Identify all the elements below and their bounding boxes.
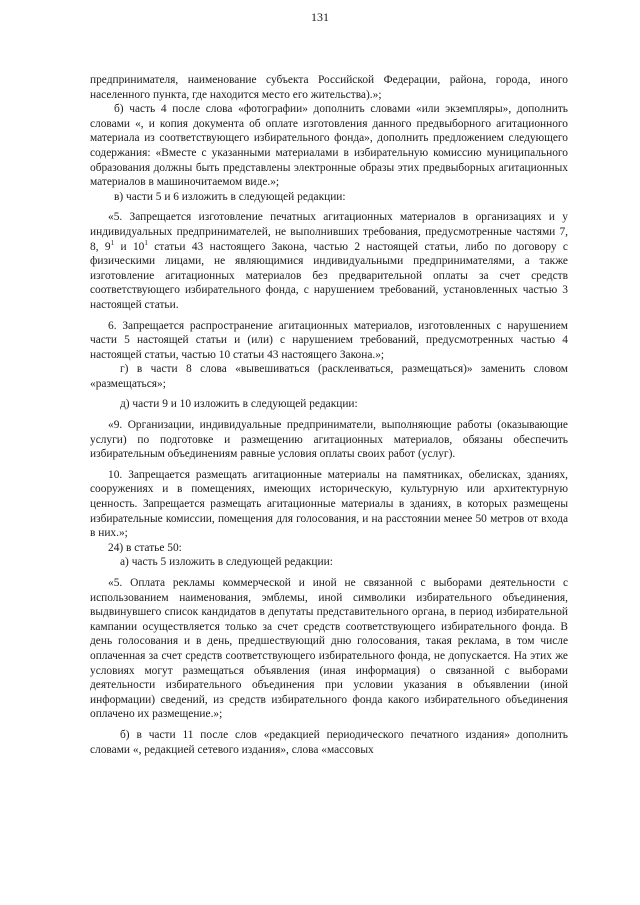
paragraph-part10: 10. Запрещается размещать агитационные материалы на памятниках, обелисках, зданиях, сооружениях и в помещениях, имеющих историческую, культурную или архитектурную ценность. Запрещается размещать агитационные материалы в зданиях, в которых размещены избирательные комиссии, помещения для голосования, и на расстоянии менее 50 метров от входа в них.»;: [90, 468, 568, 540]
paragraph-article50-part5: «5. Оплата рекламы коммерческой и иной не связанной с выборами деятельности с использованием наименования, эмблемы, иной символики избирательного объединения, выдвинувшего список кандидатов в депутаты представительного органа, в период избирательной кампании осуществляется только за счет средств соответствующего избирательного фонда. В день голосования и в день, предшествующий дню голосования, такая реклама, в том числе оплаченная за счет средств соответствующего избирательного фонда, не допускается. На этих же условиях могут размещаться объявления (иная информация) о связанной с выборами деятельности избирательного объединения при условии указания в объявлении (иной информации) сведений, из средств избирательного фонда какого избирательного объединения оплачено их размещение.»;: [90, 577, 568, 721]
paragraph-item-a-part5: а) часть 5 изложить в следующей редакции:: [120, 556, 333, 569]
document-body: [90, 73, 568, 757]
paragraph-item-v-parts5-6: в) части 5 и 6 изложить в следующей редакции:: [114, 190, 346, 203]
paragraph-item-d-parts9-10: д) части 9 и 10 изложить в следующей редакции:: [120, 398, 358, 411]
part5-superscript-1: 1: [110, 238, 115, 247]
paragraph-part9: «9. Организации, индивидуальные предприниматели, выполняющие работы (оказывающие услуги) по подготовке и размещению агитационных материалов, обязаны обеспечить избирательным объединениям равные условия оплаты своих работ (услуг).: [90, 419, 568, 461]
page-number: 131: [311, 10, 329, 24]
paragraph-item-b-part11: б) в части 11 после слов «редакцией периодического печатного издания» дополнить словами «, редакцией сетевого издания», слова «массовых: [90, 728, 568, 756]
paragraph-part6: 6. Запрещается распространение агитационных материалов, изготовленных с нарушением части 5 настоящей статьи и (или) с нарушением требований, предусмотренных частью 4 настоящей статьи, частью 10 статьи 43 настоящего Закона.»;: [90, 319, 568, 361]
paragraph-continuation: предпринимателя, наименование субъекта Российской Федерации, района, города, иного населенного пункта, где находится место его жительства).»;: [90, 74, 568, 101]
paragraph-part5: [90, 210, 568, 312]
paragraph-item-24: 24) в статье 50:: [108, 541, 182, 554]
part5-text-c: статьи 43 настоящего Закона, частью 2 настоящей статьи, либо по договору с физическими лицами, не являющимися индивидуальными предпринимателями, а также изготовление агитационных материалов без предварительной оплаты за счет средств соответствующего избирательного фонда, с нарушением требований, установленных частью 3 настоящей статьи.: [90, 240, 568, 311]
part5-text-b: и 10: [114, 240, 145, 253]
part5-text-a: «5. Запрещается изготовление печатных агитационных материалов в организациях и у индивидуальных предпринимателей, не выполнивших требования, предусмотренные частями 7, 8, 9: [90, 211, 568, 253]
paragraph-item-b-part4: б) часть 4 после слова «фотографии» дополнить словами «или экземпляры», дополнить словами «, и копия документа об оплате изготовления данного предвыборного агитационного материала из соответствующего избирательного фонда», дополнить предложением следующего содержания: «Вместе с указанными материалами в избирательную комиссию муниципального образования должны быть представлены электронные образы этих предвыборных агитационных материалов в машиночитаемом виде.»;: [90, 103, 568, 189]
part5-superscript-2: 1: [144, 238, 148, 247]
paragraph-item-g-part8: г) в части 8 слова «вывешиваться (расклеиваться, размещаться)» заменить словом «размещаться»;: [90, 363, 568, 390]
